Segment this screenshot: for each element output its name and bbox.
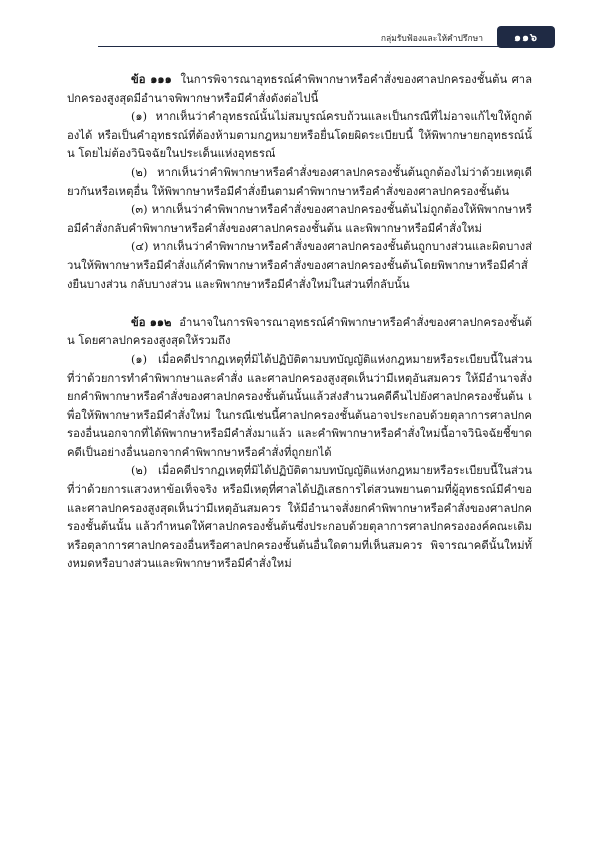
article-111-number: ข้อ ๑๑๑ [131, 72, 172, 86]
article-111-item-2: (๒) หากเห็นว่าคำพิพากษาหรือคำสั่งของศาลปกครองชั้นต้นถูกต้องไม่ว่าด้วยเหตุเดียวกันหรือเหตุอื่น ให้พิพากษาหรือมีคำสั่งยืนตามคำพิพากษาหรือคำสั่งของศาลปกครองชั้นต้น [67, 165, 532, 198]
article-111-item-4: (๔) หากเห็นว่าคำพิพากษาหรือคำสั่งของศาลปกครองชั้นต้นถูกบางส่วนและผิดบางส่วนให้พิพากษาหรือมีคำสั่งแก้คำพิพากษาหรือคำสั่งของศาลปกครองชั้นต้นโดยพิพากษาหรือมีคำสั่งยืนบางส่วน กลับบางส่วน และพิพากษาหรือมีคำสั่งใหม่ในส่วนที่กลับนั้น [67, 240, 532, 291]
paragraph-gap [67, 294, 532, 313]
article-111-item-3: (๓) หากเห็นว่าคำพิพากษาหรือคำสั่งของศาลปกครองชั้นต้นไม่ถูกต้องให้พิพากษาหรือมีคำสั่งกลับคำพิพากษาหรือคำสั่งของศาลปกครองชั้นต้น และพิพากษาหรือมีคำสั่งใหม่ [67, 203, 532, 235]
header-divider [98, 46, 537, 47]
article-112-number: ข้อ ๑๑๒ [131, 314, 172, 329]
page-number-badge: ๑๑๖ [497, 26, 555, 48]
article-111-intro [67, 70, 532, 108]
article-112-intro-text: อำนาจในการพิจารณาอุทธรณ์คำพิพากษาหรือคำสั่งของศาลปกครองชั้นต้น โดยศาลปกครองสูงสุดให้รวมถึง [67, 315, 532, 348]
document-body [67, 70, 532, 574]
article-112-intro [67, 313, 532, 351]
article-111-intro-text: ในการพิจารณาอุทธรณ์คำพิพากษาหรือคำสั่งของศาลปกครองชั้นต้น ศาลปกครองสูงสุดมีอำนาจพิพากษาหรือมีคำสั่งดังต่อไปนี้ [67, 73, 533, 105]
article-112-item-1: (๑) เมื่อคดีปรากฏเหตุที่มิได้ปฏิบัติตามบทบัญญัติแห่งกฎหมายหรือระเบียบนี้ในส่วนที่ว่าด้วยการทำคำพิพากษาและคำสั่ง และศาลปกครองสูงสุดเห็นว่ามีเหตุอันสมควร ให้มีอำนาจสั่งยกคำพิพากษาหรือคำสั่งของศาลปกครองชั้นต้นนั้นแล้วส่งสำนวนคดีคืนไปยังศาลปกครองชั้นต้น เพื่อให้พิพากษาหรือมีคำสั่งใหม่ ในกรณีเช่นนี้ศาลปกครองชั้นต้นอาจประกอบด้วยตุลาการศาลปกครองอื่นนอกจากที่ได้พิพากษาหรือมีคำสั่งมาแล้ว และคำพิพากษาหรือคำสั่งใหม่นี้อาจวินิจฉัยชี้ขาดคดีเป็นอย่างอื่นนอกจากคำพิพากษาหรือคำสั่งที่ถูกยกได้ [67, 352, 532, 459]
article-112-item-2: (๒) เมื่อคดีปรากฏเหตุที่มิได้ปฏิบัติตามบทบัญญัติแห่งกฎหมายหรือระเบียบนี้ในส่วนที่ว่าด้วยการแสวงหาข้อเท็จจริง หรือมีเหตุที่ศาลได้ปฏิเสธการไต่สวนพยานตามที่ผู้อุทธรณ์มีคำขอ และศาลปกครองสูงสุดเห็นว่ามีเหตุอันสมควร ให้มีอำนาจสั่งยกคำพิพากษาหรือคำสั่งของศาลปกครองชั้นต้นนั้น แล้วกำหนดให้ศาลปกครองชั้นต้นซึ่งประกอบด้วยตุลาการศาลปกครององค์คณะเดิมหรือตุลาการศาลปกครองอื่นหรือศาลปกครองชั้นต้นอื่นใดตามที่เห็นสมควร พิจารณาคดีนั้นใหม่ทั้งหมดหรือบางส่วนและพิพากษาหรือมีคำสั่งใหม่ [67, 464, 532, 571]
header-title: กลุ่มรับฟ้องและให้คำปรึกษา [380, 34, 483, 44]
article-111-item-1: (๑) หากเห็นว่าคำอุทธรณ์นั้นไม่สมบูรณ์ครบถ้วนและเป็นกรณีที่ไม่อาจแก้ไขให้ถูกต้องได้ หรือเป็นคำอุทธรณ์ที่ต้องห้ามตามกฎหมายหรือยื่นโดยผิดระเบียบนี้ ให้พิพากษายกอุทธรณ์นั้น โดยไม่ต้องวินิจฉัยในประเด็นแห่งอุทธรณ์ [67, 110, 532, 161]
